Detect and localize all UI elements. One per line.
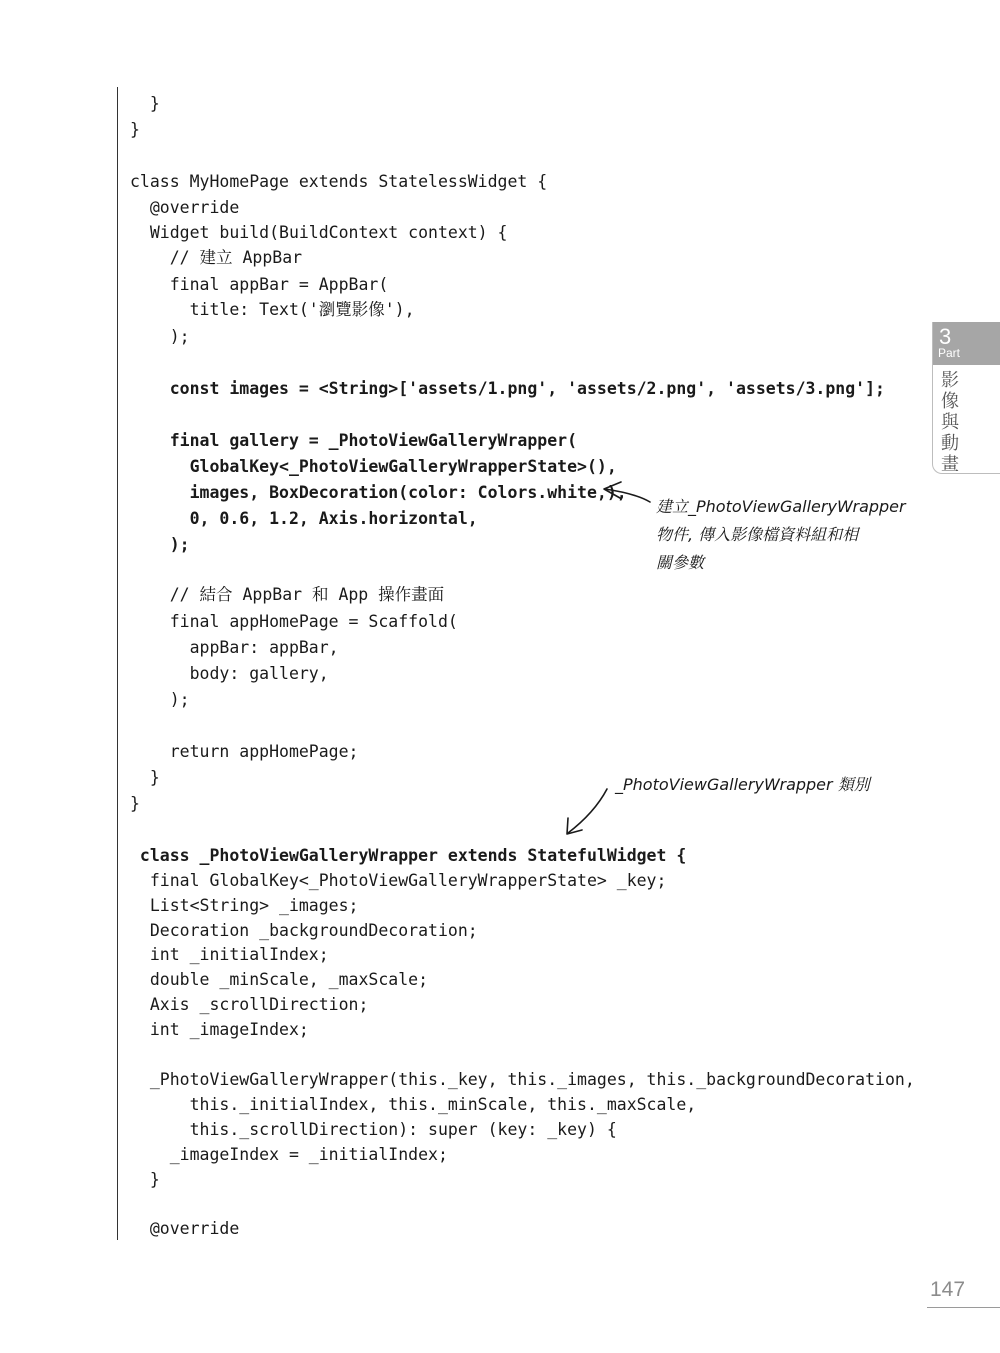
code-line: final appBar = AppBar( xyxy=(130,275,389,294)
code-line: body: gallery, xyxy=(130,664,329,683)
code-line: } xyxy=(130,120,140,139)
code-line: int _initialIndex; xyxy=(130,945,329,964)
code-line: ); xyxy=(130,535,190,554)
part-tab-header xyxy=(933,322,1000,365)
part-number: 3 xyxy=(939,324,952,349)
code-line: } xyxy=(130,768,160,787)
code-line: @override xyxy=(130,198,240,217)
code-line: _PhotoViewGalleryWrapper(this._key, this._images, this._backgroundDecoration, xyxy=(130,1070,915,1089)
code-line: Axis _scrollDirection; xyxy=(130,995,369,1014)
code-line: this._initialIndex, this._minScale, this._maxScale, xyxy=(130,1095,697,1114)
code-line: class MyHomePage extends StatelessWidget { xyxy=(130,172,548,191)
code-line: final GlobalKey<_PhotoViewGalleryWrapperState> _key; xyxy=(130,871,667,890)
code-line: // 結合 AppBar 和 App 操作畫面 xyxy=(130,585,445,604)
code-line: } xyxy=(130,1170,160,1189)
class-annotation: _PhotoViewGalleryWrapper 類別 xyxy=(615,775,870,794)
code-line: Decoration _backgroundDecoration; xyxy=(130,921,478,940)
code-line: class _PhotoViewGalleryWrapper extends StatefulWidget { xyxy=(130,846,687,865)
code-line: this._scrollDirection): super (key: _key) { xyxy=(130,1120,617,1139)
code-line: ); xyxy=(130,327,190,346)
gallery-annotation: 建立_PhotoViewGalleryWrapper 物件, 傳入影像檔資料組和相 關參數 xyxy=(656,497,906,572)
code-line: return appHomePage; xyxy=(130,742,359,761)
code-line: // 建立 AppBar xyxy=(130,248,303,267)
code-line: } xyxy=(130,94,160,113)
part-title: 影像與動畫 xyxy=(941,370,959,475)
code-line: final appHomePage = Scaffold( xyxy=(130,612,458,631)
code-line: const images = <String>['assets/1.png', 'assets/2.png', 'assets/3.png']; xyxy=(130,379,885,398)
part-tab xyxy=(932,322,1000,474)
code-line: 0, 0.6, 1.2, Axis.horizontal, xyxy=(130,509,478,528)
code-line: @override xyxy=(130,1219,240,1238)
code-line: double _minScale, _maxScale; xyxy=(130,970,429,989)
page-number: 147 xyxy=(930,1278,966,1301)
code-line: appBar: appBar, xyxy=(130,638,339,657)
code-line: } xyxy=(130,794,140,813)
code-line: GlobalKey<_PhotoViewGalleryWrapperState>(), xyxy=(130,457,617,476)
code-line: title: Text('瀏覽影像'), xyxy=(130,300,415,319)
part-label: Part xyxy=(938,346,961,360)
code-line: final gallery = _PhotoViewGalleryWrapper( xyxy=(130,431,578,450)
code-line: images, BoxDecoration(color: Colors.white,), xyxy=(130,483,627,502)
arrow-to-class xyxy=(568,789,607,833)
code-line: int _imageIndex; xyxy=(130,1020,309,1039)
arrow-to-gallery xyxy=(605,489,650,502)
page-number-rule xyxy=(927,1307,1000,1308)
code-line: _imageIndex = _initialIndex; xyxy=(130,1145,448,1164)
code-line: Widget build(BuildContext context) { xyxy=(130,223,508,242)
code-line: List<String> _images; xyxy=(130,896,359,915)
code-line: ); xyxy=(130,690,190,709)
